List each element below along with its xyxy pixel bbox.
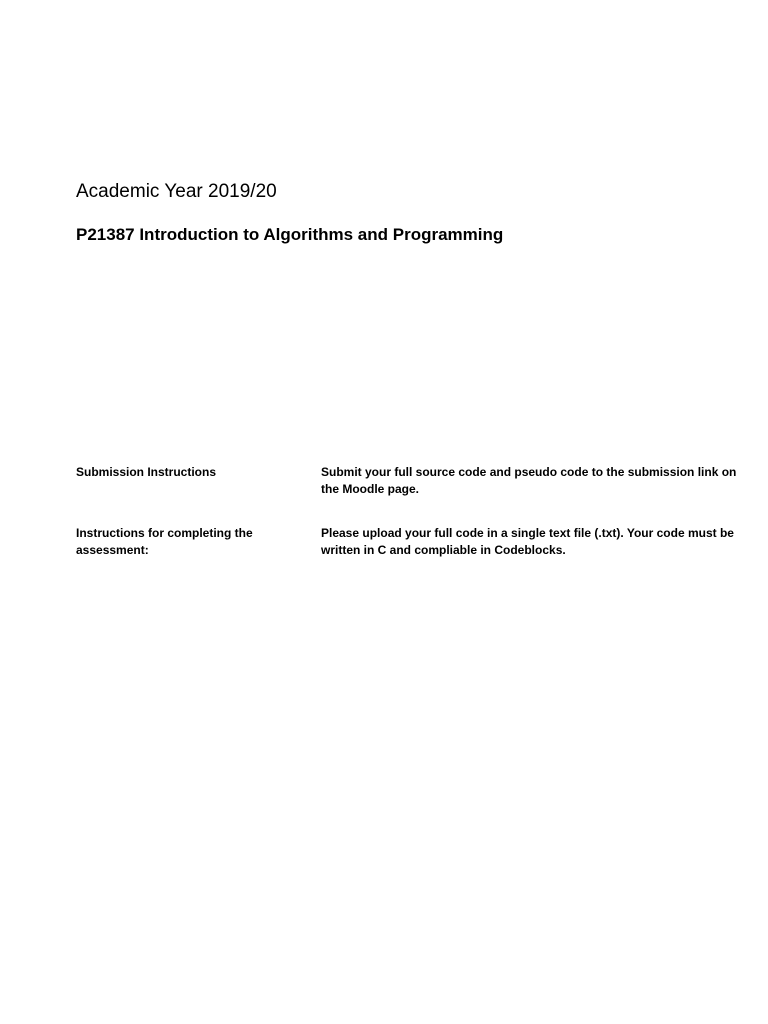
completion-instructions-text: Please upload your full code in a single text file (.txt). Your code must be written in C and compliable in Codeblocks.: [321, 526, 734, 557]
submission-instructions-row: [76, 464, 742, 504]
academic-year-heading: Academic Year 2019/20: [76, 181, 277, 202]
module-title-heading: P21387 Introduction to Algorithms and Programming: [76, 225, 504, 244]
completion-instructions-label: Instructions for completing the assessment:: [76, 526, 253, 557]
submission-instructions-label: Submission Instructions: [76, 465, 217, 479]
submission-instructions-text: Submit your full source code and pseudo code to the submission link on the Moodle page.: [321, 465, 737, 496]
completion-instructions-row: [76, 525, 742, 565]
